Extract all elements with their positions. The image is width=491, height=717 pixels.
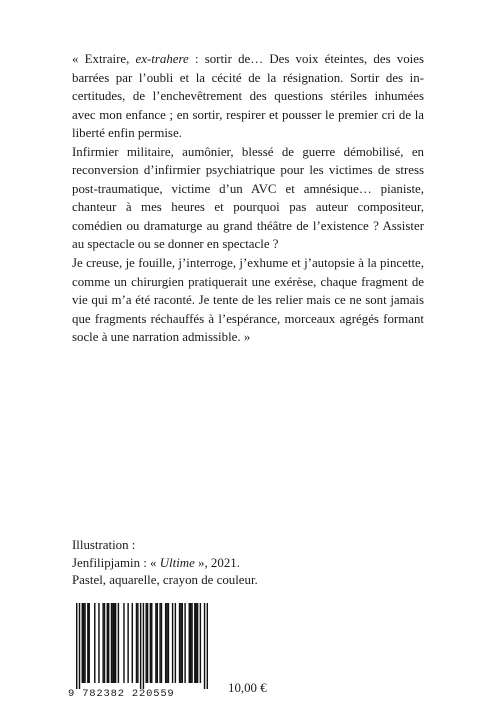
barcode-bar	[87, 603, 88, 683]
barcode-bar	[112, 603, 113, 683]
barcode-bar	[147, 603, 148, 683]
barcode-bar	[143, 603, 144, 689]
barcode-bar	[204, 603, 205, 689]
barcode-bar	[132, 603, 133, 683]
barcode-bar	[168, 603, 169, 683]
credits-media: Pastel, aquarelle, crayon de couleur.	[72, 573, 258, 587]
barcode-bar	[165, 603, 166, 683]
barcode-bar	[127, 603, 128, 683]
barcode-bar	[98, 603, 99, 683]
barcode-bar	[190, 603, 191, 683]
credits-work-rest: », 2021.	[194, 555, 240, 570]
barcode-bar	[118, 603, 119, 683]
credits-artist: Jenfilipjamin : «	[72, 555, 160, 570]
blurb-p1-open: « Extraire,	[72, 52, 136, 66]
barcode-bar	[180, 603, 181, 683]
barcode-bar	[114, 603, 115, 683]
barcode-bar	[104, 603, 105, 683]
isbn-barcode	[68, 603, 212, 703]
blurb-p1-rest: : sortir de… Des voix éteintes, des voies barrées par l’oubli et la cécité de la résignation. Sortir des incertitudes, de l’enchevêtrement des questions stériles inhumées avec mon enfance ; en sortir, respirer et pousser le premier cri de la liberté enfin permise.	[72, 52, 424, 141]
barcode-bar	[79, 603, 80, 689]
barcode-bar	[166, 603, 167, 683]
barcode-bar	[83, 603, 84, 683]
barcode-bar	[84, 603, 85, 683]
barcode-bar	[189, 603, 190, 683]
barcode-bar	[194, 603, 195, 683]
barcode-bar	[207, 603, 208, 689]
barcode-bar	[200, 603, 201, 683]
barcode-icon	[76, 603, 208, 689]
barcode-bar	[191, 603, 192, 683]
barcode-bar	[151, 603, 152, 683]
barcode-bar	[115, 603, 116, 683]
barcode-bar	[140, 603, 141, 689]
credits-work-title: Ultime	[159, 555, 195, 570]
barcode-bar	[107, 603, 108, 683]
credits-label: Illustration :	[72, 538, 136, 552]
barcode-bar	[82, 603, 83, 683]
barcode-bars	[76, 603, 208, 689]
barcode-bar	[145, 603, 146, 683]
barcode-bar	[102, 603, 103, 683]
barcode-bar	[175, 603, 176, 683]
blurb-paragraph-3: Je creuse, je fouille, j’interroge, j’exhume et j’autopsie à la pincette, comme un chirurgien pratiquerait une exérèse, chaque fragment de vie qui m’a été raconté. Je tente de les relier mais ce ne sont jamais que fragments réchauffés à l’espérance, morceaux agrégés formant socle à une narration admissible. »	[72, 256, 424, 345]
barcode-bar	[179, 603, 180, 683]
isbn-digits: 9 782382 220559	[68, 688, 175, 700]
barcode-bar	[150, 603, 151, 683]
barcode-bar	[184, 603, 185, 683]
barcode-bar	[136, 603, 137, 683]
barcode-bar	[123, 603, 124, 683]
barcode-bar	[157, 603, 158, 683]
barcode-bar	[137, 603, 138, 683]
barcode-bar	[94, 603, 95, 683]
barcode-bar	[182, 603, 183, 683]
barcode-bar	[76, 603, 77, 689]
blurb-paragraph-2: Infirmier militaire, aumônier, blessé de guerre démobilisé, en reconversion d’infirmier psychiatrique pour les victimes de stress post-traumatique, victime d’un AVC et amnésique… pianiste, chanteur à mes heures et pourquoi pas auteur compositeur, comédien ou dramaturge au grand théâtre de l’existence ? Assister au spectacle ou se donner en spectacle ?	[72, 144, 424, 252]
price: 10,00 €	[228, 681, 267, 695]
illustration-credits	[72, 537, 424, 590]
barcode-bar	[159, 603, 160, 683]
barcode-bar	[172, 603, 173, 683]
credits-artist-line	[72, 555, 424, 573]
barcode-bar	[197, 603, 198, 683]
back-cover-blurb	[72, 50, 424, 347]
barcode-bar	[111, 603, 112, 683]
blurb-paragraph-1	[72, 50, 424, 143]
barcode-bar	[155, 603, 156, 683]
blurb-p1-term: ex-trahere	[135, 52, 189, 66]
barcode-bar	[89, 603, 90, 683]
barcode-bar	[161, 603, 162, 683]
barcode-bar	[108, 603, 109, 683]
barcode-bar	[195, 603, 196, 683]
